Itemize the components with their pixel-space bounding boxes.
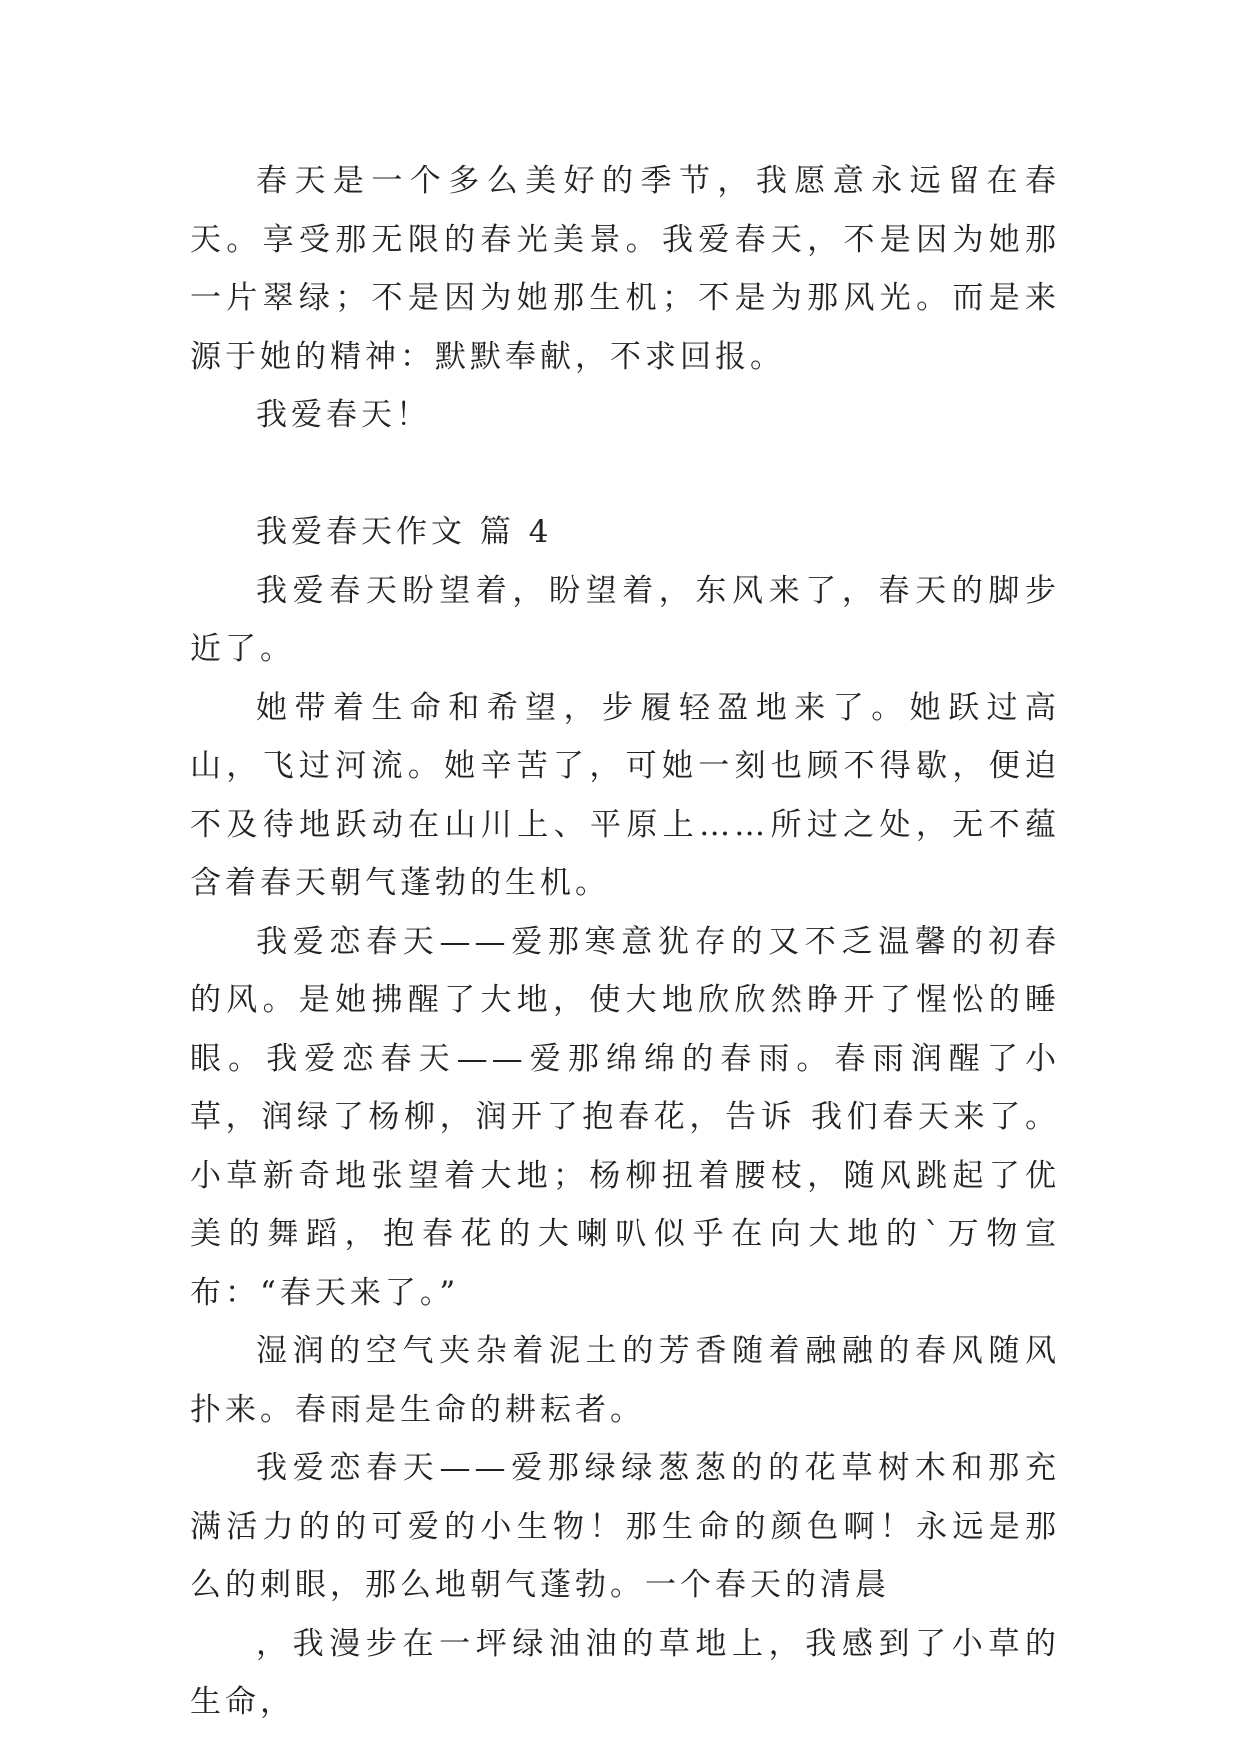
paragraph-i-love-spring: 我爱春天！ <box>256 397 431 433</box>
section-gap <box>190 445 1060 504</box>
paragraph-spring-virtue: 春天是一个多么美好的季节，我愿意永远留在春天。享受那无限的春光美景。我爱春天，不是因为她那一片翠绿；不是因为她那生机；不是为那风光。而是来源于她的精神：默默奉献，不求回报。 <box>190 163 1060 375</box>
paragraph-spring-wind-rain: 我爱恋春天——爱那寒意犹存的又不乏温馨的初春的风。是她拂醒了大地，使大地欣欣然睁开了惺忪的睡眼。我爱恋春天——爱那绵绵的春雨。春雨润醒了小草，润绿了杨柳，润开了抱春花，告诉 我们春天来了。小草新奇地张望着大地；杨柳扭着腰枝，随风跳起了优美的舞蹈，抱春花的大喇叭似乎在向大地的`万物宣布：“春天来了。” <box>190 923 1060 1311</box>
paragraph-east-wind: 我爱春天盼望着，盼望着，东风来了，春天的脚步近了。 <box>190 572 1060 667</box>
paragraph-life-and-hope: 她带着生命和希望，步履轻盈地来了。她跃过高山，飞过河流。她辛苦了，可她一刻也顾不得歇，便迫不及待地跃动在山川上、平原上……所过之处，无不蕴含着春天朝气蓬勃的生机。 <box>190 689 1060 901</box>
paragraph-humid-air: 湿润的空气夹杂着泥土的芳香随着融融的春风随风扑来。春雨是生命的耕耘者。 <box>190 1333 1060 1428</box>
document-body <box>190 152 1060 1732</box>
paragraph-lawn-walk: ，我漫步在一坪绿油油的草地上，我感到了小草的生命， <box>190 1625 1060 1720</box>
paragraph-plants-creatures: 我爱恋春天——爱那绿绿葱葱的的花草树木和那充满活力的的可爱的小生物！那生命的颜色啊！永远是那么的刺眼，那么地朝气蓬勃。一个春天的清晨 <box>190 1450 1060 1603</box>
section-heading: 我爱春天作文 篇 4 <box>256 514 553 550</box>
